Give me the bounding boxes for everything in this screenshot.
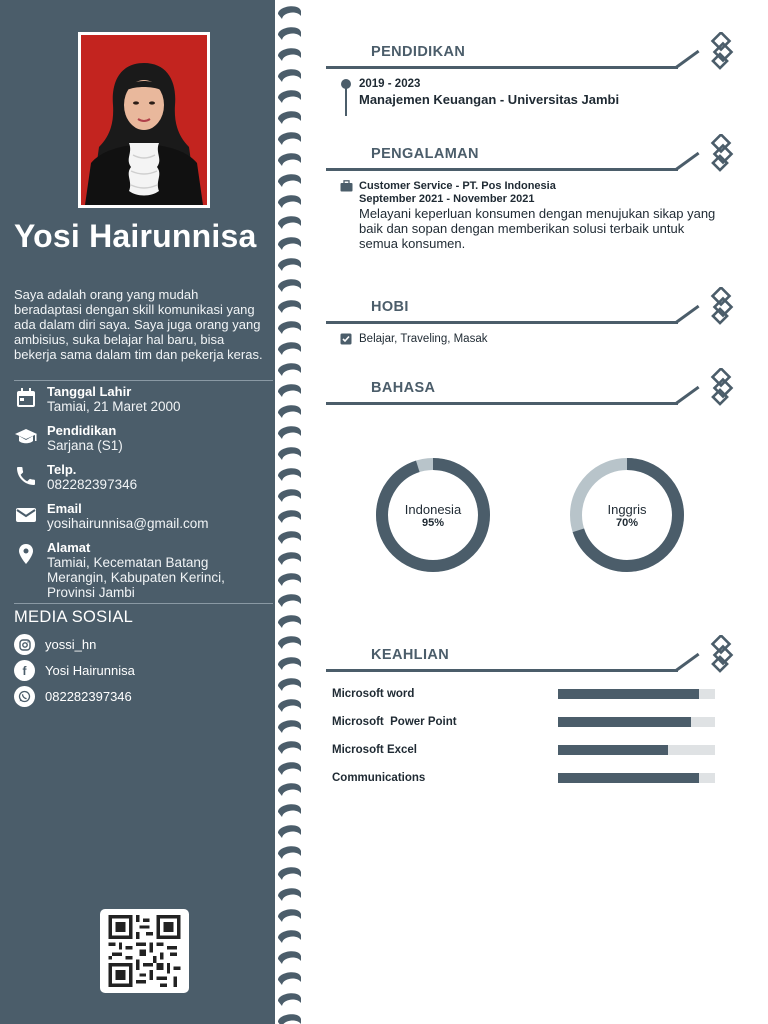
skill-bar-fill (558, 745, 668, 755)
coil (278, 237, 301, 250)
email-icon (14, 503, 38, 527)
coil (278, 300, 301, 313)
coil (278, 573, 301, 586)
coil (278, 111, 301, 124)
qr-code (100, 909, 189, 993)
coil (278, 972, 301, 985)
divider (14, 380, 273, 381)
coil (278, 27, 301, 40)
detail-email (14, 501, 272, 531)
skill-name: Microsoft word (332, 688, 415, 700)
detail-label: Pendidikan (47, 423, 117, 438)
language-name: Inggris (607, 502, 647, 517)
spiral-binding (275, 0, 305, 1024)
coil (278, 993, 301, 1006)
skill-bar (558, 773, 715, 783)
section-title-hobby: HOBI (371, 299, 409, 315)
coil (278, 867, 301, 880)
section-title-skills: KEAHLIAN (371, 647, 450, 663)
coil (278, 720, 301, 733)
about-text: Saya adalah orang yang mudah beradaptasi dengan skill komunikasi yang ada dalam diri saya. Saya juga orang yang ambisius, suka belajar hal baru, bisa bekerja sama dalam tim dan pekerja keras. (14, 287, 263, 362)
facebook-icon: f (14, 660, 35, 681)
media-instagram[interactable] (14, 634, 96, 655)
coil (278, 699, 301, 712)
education-program: Manajemen Keuangan - Universitas Jambi (359, 92, 620, 107)
detail-address (14, 540, 272, 600)
skill-bar-fill (558, 773, 699, 783)
phone-icon (14, 464, 38, 488)
coil (278, 405, 301, 418)
coil (278, 846, 301, 859)
coil (278, 153, 301, 166)
section-rule-tail (675, 305, 699, 324)
skill-name: Microsoft Excel (332, 744, 417, 756)
media-title: MEDIA SOSIAL (14, 608, 134, 626)
detail-value: yosihairunnisa@gmail.com (47, 516, 209, 531)
sidebar (0, 0, 275, 1024)
section-rule-tail (675, 50, 699, 69)
coil (278, 552, 301, 565)
coil (278, 342, 301, 355)
language-label-indonesia (372, 502, 494, 529)
coil (278, 741, 301, 754)
skill-name: Communications (332, 772, 426, 784)
coil (278, 951, 301, 964)
section-rule-tail (675, 386, 699, 405)
coil (278, 321, 301, 334)
coil (278, 69, 301, 82)
language-percent: 95% (421, 517, 445, 529)
diamond-ornament-icon (706, 635, 738, 673)
language-label-inggris (566, 502, 688, 529)
coil (278, 489, 301, 502)
skill-bar (558, 717, 715, 727)
coil (278, 468, 301, 481)
media-whatsapp[interactable] (14, 686, 132, 707)
coil (278, 216, 301, 229)
language-name: Indonesia (404, 502, 462, 517)
experience-description: Melayani keperluan konsumen dengan menujukan sikap yang baik dan sopan dengan memberikan solusi terbaik untuk semua konsumen. (359, 206, 716, 251)
section-title-languages: BAHASA (371, 380, 436, 396)
briefcase-icon (340, 180, 353, 192)
coil (278, 636, 301, 649)
coil (278, 258, 301, 271)
section-rule (326, 402, 678, 405)
media-value: 082282397346 (45, 689, 132, 704)
coil (278, 825, 301, 838)
coil (278, 279, 301, 292)
diamond-ornament-icon (706, 287, 738, 325)
calendar-icon (14, 386, 38, 410)
checkbox-icon (340, 333, 352, 345)
media-value: yossi_hn (45, 637, 97, 652)
section-rule (326, 669, 678, 672)
coil (278, 783, 301, 796)
skill-bar (558, 745, 715, 755)
diamond-ornament-icon (706, 368, 738, 406)
coil (278, 195, 301, 208)
language-percent: 70% (615, 517, 639, 529)
media-value: Yosi Hairunnisa (45, 663, 135, 678)
graduation-cap-icon (14, 425, 38, 449)
coil (278, 174, 301, 187)
section-rule-tail (675, 653, 699, 672)
coil (278, 447, 301, 460)
coil (278, 615, 301, 628)
profile-photo (81, 35, 207, 205)
section-title-experience: PENGALAMAN (371, 146, 479, 162)
coil (278, 90, 301, 103)
detail-label: Telp. (47, 462, 77, 477)
coil (278, 594, 301, 607)
section-rule (326, 321, 678, 324)
coil (278, 678, 301, 691)
experience-role: Customer Service - PT. Pos Indonesia (359, 180, 556, 192)
coil (278, 510, 301, 523)
media-facebook[interactable] (14, 660, 135, 681)
detail-label: Tanggal Lahir (47, 384, 132, 399)
whatsapp-icon (14, 686, 35, 707)
detail-value: 082282397346 (47, 477, 138, 492)
section-rule (326, 66, 678, 69)
coil (278, 531, 301, 544)
profile-photo-frame (78, 32, 210, 208)
skill-name: Microsoft Power Point (332, 716, 457, 728)
diamond-ornament-icon (706, 32, 738, 70)
hobby-text: Belajar, Traveling, Masak (359, 333, 488, 345)
experience-period: September 2021 - November 2021 (359, 193, 535, 205)
skill-bar-fill (558, 717, 691, 727)
coil (278, 909, 301, 922)
detail-label: Alamat (47, 540, 91, 555)
coil (278, 762, 301, 775)
coil (278, 930, 301, 943)
detail-phone (14, 462, 272, 492)
coil (278, 6, 301, 19)
coil (278, 132, 301, 145)
location-pin-icon (14, 542, 38, 566)
detail-birth (14, 384, 272, 414)
coil (278, 384, 301, 397)
coil (278, 363, 301, 376)
skill-bar (558, 689, 715, 699)
detail-value: Tamiai, 21 Maret 2000 (47, 399, 181, 414)
instagram-icon (14, 634, 35, 655)
divider (14, 603, 273, 604)
detail-label: Email (47, 501, 82, 516)
skill-bar-fill (558, 689, 699, 699)
coil (278, 804, 301, 817)
detail-value: Sarjana (S1) (47, 438, 123, 453)
section-rule (326, 168, 678, 171)
section-title-education: PENDIDIKAN (371, 44, 466, 60)
full-name: Yosi Hairunnisa (14, 218, 257, 254)
coil (278, 426, 301, 439)
coil (278, 1014, 301, 1024)
education-years: 2019 - 2023 (359, 78, 421, 90)
detail-education (14, 423, 272, 453)
coil (278, 48, 301, 61)
section-rule-tail (675, 152, 699, 171)
detail-value: Tamiai, Kecematan Batang Merangin, Kabupaten Kerinci, Provinsi Jambi (47, 555, 225, 600)
coil (278, 657, 301, 670)
diamond-ornament-icon (706, 134, 738, 172)
timeline-marker-icon (339, 78, 353, 116)
coil (278, 888, 301, 901)
